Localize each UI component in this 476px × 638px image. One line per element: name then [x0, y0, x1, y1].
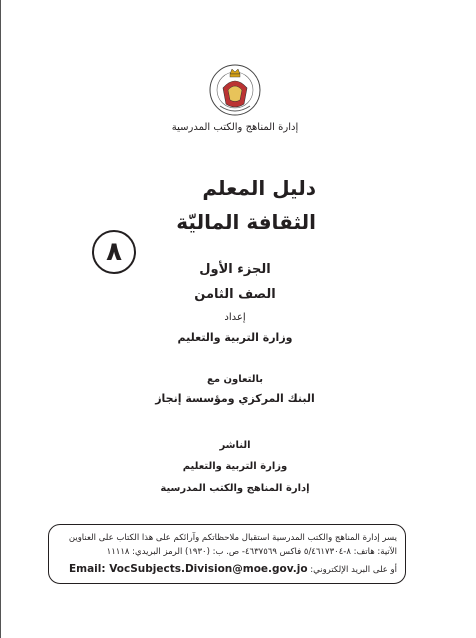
prepared-label: إعداد — [224, 312, 246, 323]
cooperation-label: بالتعاون مع — [206, 374, 263, 385]
email-link[interactable]: Email: VocSubjects.Division@moe.gov.jo — [68, 563, 308, 575]
guide-title: دليل المعلم — [202, 176, 316, 200]
cooperation-with: البنك المركزي ومؤسسة إنجاز — [155, 392, 315, 405]
jordan-coat-of-arms-icon — [208, 60, 262, 122]
part-label: الجزء الأول — [199, 262, 271, 277]
contact-box — [48, 524, 406, 584]
publisher-name: وزارة التربية والتعليم — [182, 461, 288, 472]
email-prefix: أو على البريد الإلكتروني: — [310, 565, 397, 575]
department-name: إدارة المناهج والكتب المدرسية — [171, 122, 299, 133]
contact-line-3 — [59, 563, 397, 575]
page-edge — [0, 0, 1, 638]
grade-number-badge: ٨ — [92, 230, 136, 274]
prepared-by: وزارة التربية والتعليم — [177, 331, 293, 344]
contact-line-1: يسر إدارة المناهج والكتب المدرسية استقبال ملاحظاتكم وآرائكم على هذا الكتاب على العناوين — [68, 533, 397, 543]
contact-line-2: الآتية: هاتف: ٨-٥/٤٦١٧٣٠٤ فاكس ٤٦٣٧٥٦٩- ص. ب: (١٩٣٠) الرمز البريدي: ١١١١٨ — [106, 547, 397, 557]
grade-label: الصف الثامن — [194, 287, 276, 302]
subject-title: الثقافة الماليّة — [176, 210, 316, 234]
publisher-department: إدارة المناهج والكتب المدرسية — [160, 483, 310, 494]
publisher-label: الناشر — [219, 440, 251, 451]
